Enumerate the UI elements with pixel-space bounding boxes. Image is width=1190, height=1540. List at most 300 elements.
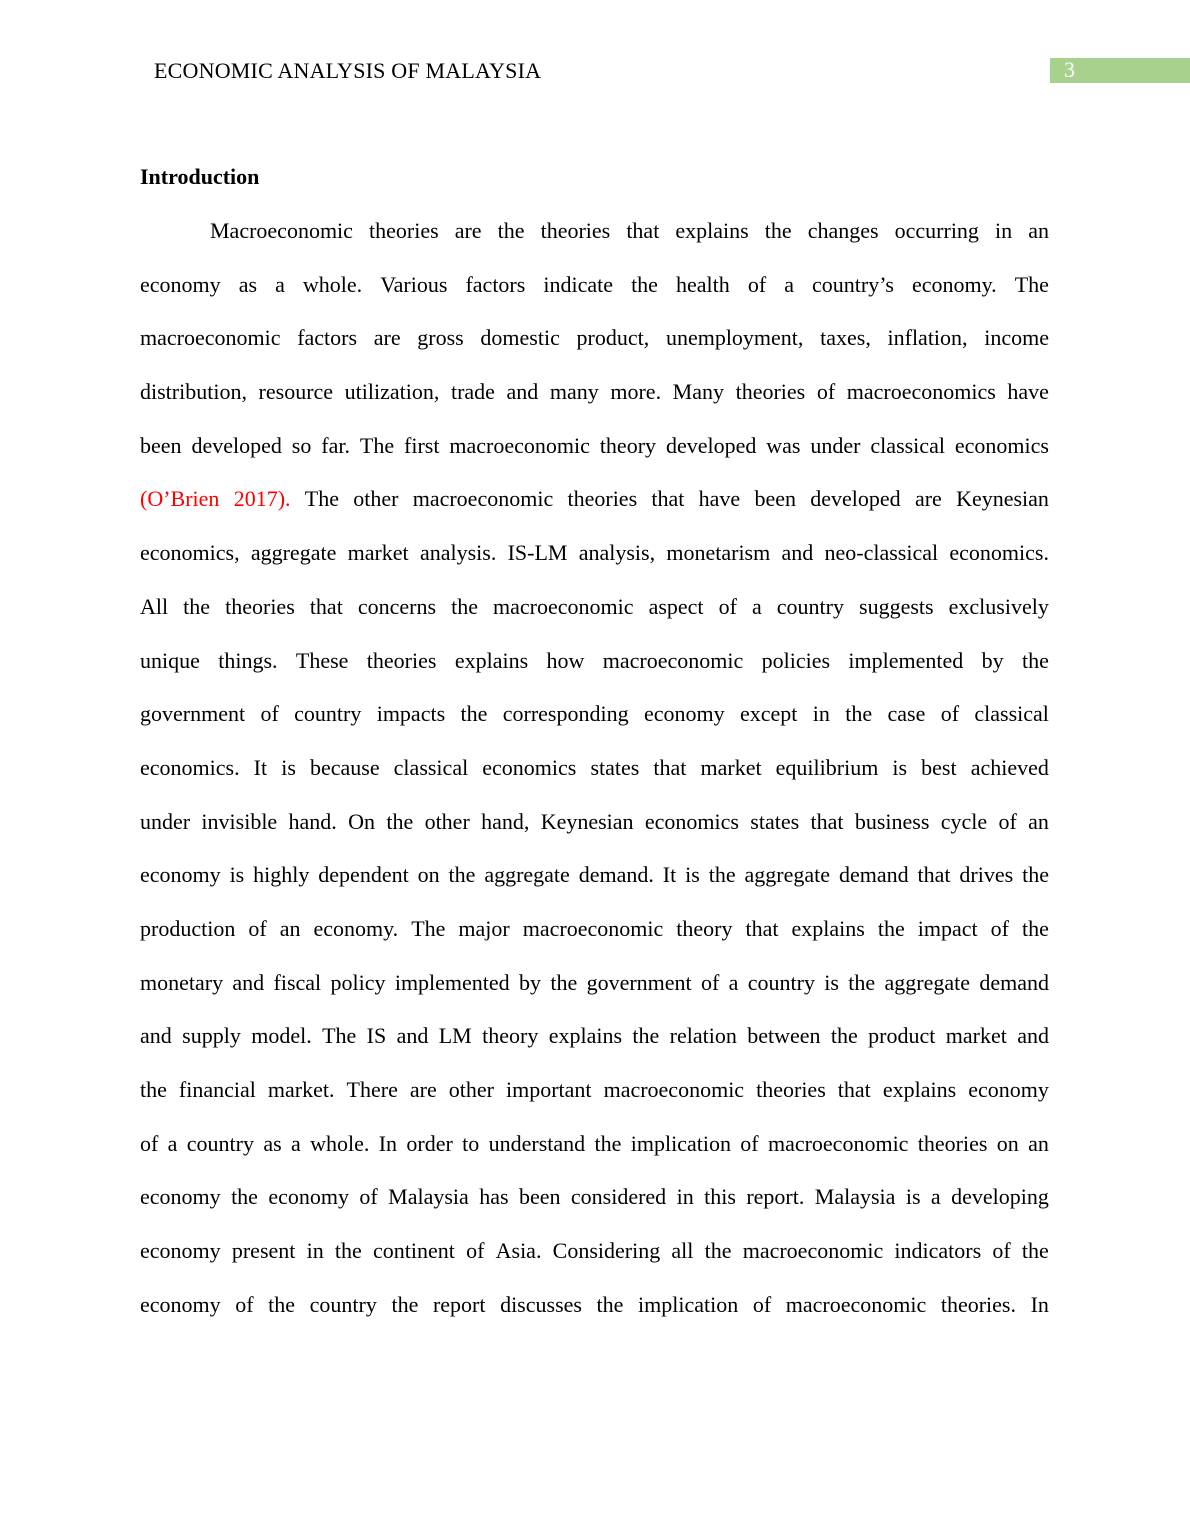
word: best [921,754,957,780]
word: economy [140,1238,221,1264]
word: aggregate [744,862,831,888]
word: product, [576,325,650,351]
word: economy [140,862,221,888]
word: Various [380,271,448,297]
word: neo-classical [824,540,939,566]
word: is [905,1184,921,1210]
word: The [304,486,339,512]
paragraph-line [140,311,1049,365]
word: economics [482,754,577,780]
word: changes [807,218,879,243]
word: analysis, [578,540,656,566]
word: demand [838,862,909,888]
word: of [740,1130,759,1156]
word: implemented [848,647,964,673]
word: fiscal [273,969,322,995]
word: as [238,271,258,297]
paragraph-line-with-citation [140,472,1049,526]
word: that [653,754,687,780]
word: of [718,593,737,619]
word: explains [675,218,749,243]
word: health [676,271,730,297]
word: exclusively [948,593,1049,619]
word: of [700,969,720,995]
word: LM [438,1023,472,1049]
word: inflation, [887,325,968,351]
word: the [1021,1238,1049,1264]
word: the [708,862,736,888]
word: many [549,379,599,405]
word: present [231,1238,296,1264]
word: the [334,1238,362,1264]
word: of [140,1130,159,1156]
word: theories. [940,1291,1016,1317]
paragraph-line [140,956,1049,1010]
word: indicators [894,1238,982,1264]
word: things. [218,647,278,673]
word: under [810,432,861,458]
word: the [764,218,792,243]
word: been [754,486,796,512]
running-head-title: ECONOMIC ANALYSIS OF MALAYSIA [154,58,542,83]
word: an [1028,218,1049,243]
word: that [745,915,779,941]
word: all [671,1238,694,1264]
word: an [279,915,301,941]
paragraph-line [140,1278,1049,1332]
word: the [268,1291,296,1317]
word: distribution, [140,379,247,405]
word: of [752,1291,772,1317]
word: taxes, [820,325,871,351]
word: Macroeconomic [210,218,353,243]
word: of [990,915,1009,941]
word: achieved [970,754,1049,780]
word: how [546,647,585,673]
word: theory [482,1023,539,1049]
word: theories [917,1130,988,1156]
word: corresponding [502,701,629,727]
word: was [766,432,801,458]
word: classical [870,432,945,458]
word: other [424,808,470,834]
word: relation [669,1023,737,1049]
word: states [750,808,800,834]
word: has [479,1184,509,1210]
word: macroeconomic [602,647,744,673]
word: macroeconomic [603,1077,745,1102]
word: in [812,701,830,727]
word: theory [599,432,657,458]
word: country [747,969,815,995]
page-number: 3 [1064,57,1075,82]
word: the [830,1023,858,1049]
word: is [824,969,839,995]
word: of [998,808,1017,834]
word: indicate [543,271,614,297]
word: of [359,1184,378,1210]
word: the [140,1077,167,1102]
word: the [451,593,478,619]
word: and [781,540,814,566]
word: classical [393,754,469,780]
word: important [506,1077,592,1102]
paragraph-line [140,204,1049,258]
word: a [751,593,762,619]
word: aggregate [250,540,337,566]
word: the [391,1291,419,1317]
word: macroeconomic [412,486,554,512]
word: economy [268,1184,350,1210]
paragraph-line [140,580,1049,634]
word: that [626,218,660,243]
word: the [877,915,905,941]
word: explains [791,915,865,941]
word: implemented [394,969,510,995]
paragraph-line [140,526,1049,580]
word: whole. [310,1130,370,1156]
word: because [309,754,380,780]
word: income [984,325,1049,351]
word: policies [761,647,831,673]
word: Keynesian [956,486,1049,512]
word: dependent [318,862,409,888]
word: Asia. [495,1238,542,1264]
word: unemployment, [665,325,804,351]
word: implication [638,1291,739,1317]
word: The [411,915,446,941]
word: explains [882,1077,957,1102]
word: aggregate [484,862,570,888]
word: hand, [481,808,530,834]
page-number-box [1050,58,1190,83]
word: and [232,969,265,995]
word: a [784,271,794,297]
word: discusses [500,1291,582,1317]
word: macroeconomic [742,1238,884,1264]
word: utilization, [344,379,440,405]
word: are [914,486,942,512]
word: economics [644,808,739,834]
word: is [281,754,296,780]
paragraph-line [140,419,1049,473]
word: by [981,647,1004,673]
word: theories [540,218,611,243]
word: of [940,701,960,727]
word: in [676,1184,694,1210]
word: equilibrium [775,754,879,780]
word: economy [643,701,725,727]
word: highly [253,862,310,888]
word: the [1022,915,1049,941]
word: economics. [949,540,1049,566]
word: hand. [288,808,337,834]
word: under [140,808,191,834]
word: the [460,701,488,727]
word: macroeconomic [785,1291,927,1317]
word: There [346,1077,398,1102]
word: market [700,754,762,780]
word: a [167,1130,178,1156]
paragraph-line [140,1009,1049,1063]
word: invisible [201,808,278,834]
word: IS-LM [507,540,568,566]
word: supply [182,1023,241,1049]
paragraph-line [140,1170,1049,1224]
word: have [698,486,741,512]
word: the [594,1130,622,1156]
word: to [462,1130,480,1156]
word: occurring [894,218,979,243]
word: macroeconomic [140,325,281,351]
word: in [995,218,1013,243]
word: trade [450,379,495,405]
word: that [917,862,951,888]
word: gross [417,325,464,351]
word: economy [140,1184,221,1210]
word: of [992,1238,1011,1264]
word: case [887,701,926,727]
paragraph-line [140,634,1049,688]
word: other [353,486,399,512]
word: is [892,754,908,780]
word: theories [369,218,439,243]
word: report [432,1291,486,1317]
word: the [497,218,525,243]
word: concerns [357,593,437,619]
word: It [253,754,268,780]
word: the [183,593,211,619]
word: the [704,1238,732,1264]
word: the [550,969,578,995]
word: unique [140,647,200,673]
word: All [140,593,169,619]
word: economy. [911,271,997,297]
word: the [848,969,876,995]
word: of [260,701,279,727]
word: that [810,808,844,834]
word: a [291,1130,301,1156]
word: on [417,862,440,888]
word: model. [251,1023,312,1049]
citation-word: (O’Brien [140,486,220,512]
word: an [1028,1130,1049,1156]
word: that [651,486,685,512]
word: first [404,432,440,458]
word: IS [366,1023,387,1049]
word: are [409,1077,437,1102]
word: economy [140,271,221,297]
word: government [586,969,692,995]
word: of [248,915,267,941]
word: economy. [313,915,399,941]
paragraph-line [140,365,1049,419]
word: Malaysia [388,1184,469,1210]
word: the [632,1023,660,1049]
word: of [466,1238,485,1264]
word: of [235,1291,254,1317]
word: drives [959,862,1014,888]
word: continent [373,1238,455,1264]
word: and [140,1023,172,1049]
word: suggests [859,593,934,619]
word: the [596,1291,624,1317]
word: macroeconomic [493,593,634,619]
word: so [291,432,312,458]
word: economics [954,432,1049,458]
word: the [1021,647,1049,673]
paragraph-line [140,1117,1049,1171]
word: implication [630,1130,731,1156]
word: of [747,271,767,297]
word: cycle [940,808,988,834]
word: in [306,1238,324,1264]
word: market [347,540,409,566]
word: economy [968,1077,1049,1102]
word: Malaysia [814,1184,896,1210]
word: country [776,593,844,619]
word: aspect [648,593,704,619]
word: between [747,1023,821,1049]
paragraph-line [140,902,1049,956]
paragraph-line [140,258,1049,312]
word: demand [979,969,1049,995]
word: policy [330,969,386,995]
paragraph-line [140,687,1049,741]
word: a [930,1184,941,1210]
word: this [704,1184,736,1210]
word: and [506,379,539,405]
body-paragraph [140,204,1049,1331]
word: theories [756,1077,826,1102]
paragraph-line [140,795,1049,849]
word: macroeconomic [522,915,664,941]
word: understand [488,1130,586,1156]
word: far. [321,432,350,458]
word: order [406,1130,453,1156]
word: government [140,701,246,727]
word: and [1017,1023,1049,1049]
word: major [458,915,510,941]
word: are [454,218,482,243]
word: a [275,271,285,297]
paragraph-line [140,1224,1049,1278]
word: states [590,754,640,780]
word: country [309,1291,377,1317]
word: by [519,969,542,995]
word: explains [548,1023,623,1049]
paragraph-line [140,848,1049,902]
word: is [229,862,245,888]
word: In [1030,1291,1049,1317]
word: Considering [552,1238,661,1264]
paragraph-line [140,1063,1049,1117]
word: whole. [302,271,363,297]
word: These [295,647,349,673]
word: macroeconomics [846,379,996,405]
word: On [348,808,376,834]
word: considered [570,1184,667,1210]
word: except [739,701,798,727]
word: developed [665,432,757,458]
word: country’s [812,271,894,297]
paragraph-line [140,741,1049,795]
section-heading: Introduction [140,164,260,189]
word: the [231,1184,258,1210]
word: The [359,432,395,458]
word: country [186,1130,254,1156]
word: report. [746,1184,805,1210]
word: macroeconomic [767,1130,909,1156]
word: theories [735,379,806,405]
word: macroeconomic [449,432,590,458]
word: a [728,969,739,995]
word: other [448,1077,494,1102]
word: of [816,379,836,405]
word: developing [951,1184,1049,1210]
word: theory [676,915,733,941]
word: the [845,701,873,727]
word: economy [140,1291,221,1317]
word: resource [258,379,334,405]
word: the [448,862,476,888]
word: as [263,1130,282,1156]
word: classical [974,701,1049,727]
word: product [868,1023,936,1049]
word: domestic [480,325,560,351]
word: country [294,701,362,727]
citation-word: 2017). [233,486,291,512]
word: developed [810,486,901,512]
word: Keynesian [540,808,634,834]
word: monetary [140,969,224,995]
word: an [1028,808,1049,834]
word: factors [297,325,358,351]
word: impact [917,915,978,941]
word: market. [267,1077,335,1102]
word: the [631,271,658,297]
word: economics. [140,754,240,780]
word: explains [454,647,529,673]
word: production [140,915,236,941]
word: The [322,1023,357,1049]
word: aggregate [884,969,970,995]
word: that [309,593,343,619]
word: demand. [578,862,654,888]
word: theories [366,647,437,673]
word: market [945,1023,1007,1049]
word: the [386,808,414,834]
word: that [837,1077,871,1102]
word: developed [191,432,282,458]
word: been [518,1184,561,1210]
word: and [396,1023,429,1049]
word: In [378,1130,398,1156]
word: on [996,1130,1019,1156]
word: The [1014,271,1049,297]
word: have [1007,379,1049,405]
word: the [1022,862,1049,888]
word: impacts [376,701,446,727]
word: is [685,862,700,888]
word: analysis. [419,540,497,566]
word: business [854,808,930,834]
word: factors [465,271,526,297]
word: theories [225,593,295,619]
word: been [140,432,182,458]
word: theories [567,486,638,512]
word: are [373,325,401,351]
